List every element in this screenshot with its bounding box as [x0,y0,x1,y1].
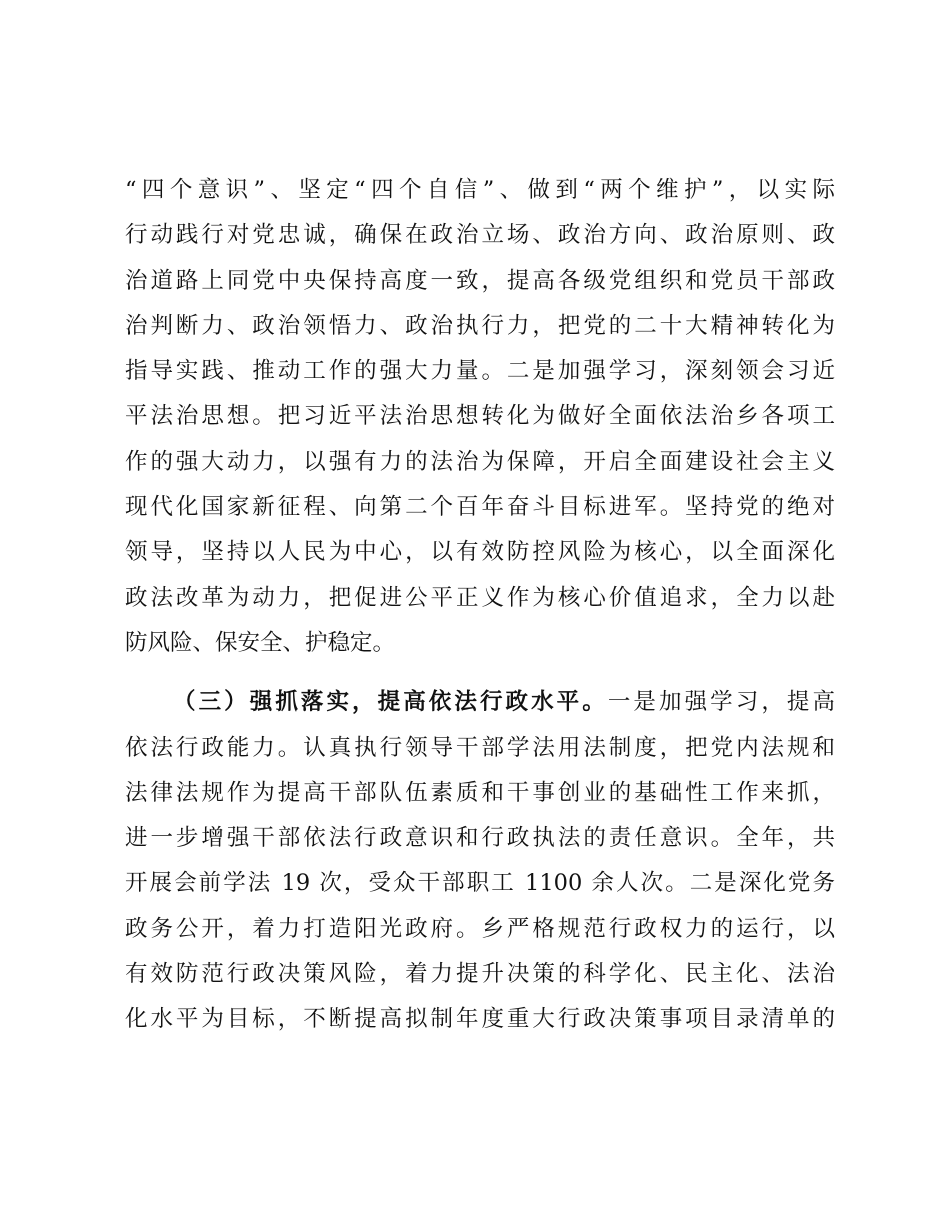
section-heading: （三）强抓落实，提高依法行政水平。 [173,689,608,716]
text-line: 行动践行对党忠诚，确保在政治立场、政治方向、政治原则、政 [125,222,835,249]
text-line: 防风险、保安全、护稳定。 [125,629,396,656]
text-line: 领导，坚持以人民为中心，以有效防控风险为核心，以全面深化 [125,539,835,566]
text-line: 政法改革为动力，把促进公平正义作为核心价值追求，全力以赴 [125,584,835,611]
text-line: 治判断力、政治领悟力、政治执行力，把党的二十大精神转化为 [125,312,835,339]
text-line: 政务公开，着力打造阳光政府。乡严格规范行政权力的运行，以 [125,915,835,942]
text-line: “四个意识”、坚定“四个自信”、做到“两个维护”，以实际 [125,177,835,203]
paragraph-1 [125,168,835,666]
text-line: 指导实践、推动工作的强大力量。二是加强学习，深刻领会习近 [125,358,835,385]
text-line: 依法行政能力。认真执行领导干部学法用法制度，把党内法规和 [125,734,835,761]
text-line: 治道路上同党中央保持高度一致，提高各级党组织和党员干部政 [125,267,835,294]
text-line: 化水平为目标，不断提高拟制年度重大行政决策事项目录清单的 [125,1006,835,1033]
heading-line-rest: 一是加强学习，提高 [607,689,835,716]
text-line: 有效防范行政决策风险，着力提升决策的科学化、民主化、法治 [125,961,835,988]
text-line: 法律法规作为提高干部队伍素质和干事创业的基础性工作来抓， [125,779,835,806]
text-line: 平法治思想。把习近平法治思想转化为做好全面依法治乡各项工 [125,403,835,430]
paragraph-2 [125,680,835,1042]
text-line: 作的强大动力，以强有力的法治为保障，开启全面建设社会主义 [125,448,835,475]
text-line-with-heading [125,680,835,725]
document-body [125,168,835,1043]
paragraph-spacer [125,666,835,680]
text-line: 开展会前学法 19 次，受众干部职工 1100 余人次。二是深化党务 [125,870,835,897]
text-line: 进一步增强干部依法行政意识和行政执法的责任意识。全年，共 [125,825,835,852]
text-line: 现代化国家新征程、向第二个百年奋斗目标进军。坚持党的绝对 [125,494,835,521]
